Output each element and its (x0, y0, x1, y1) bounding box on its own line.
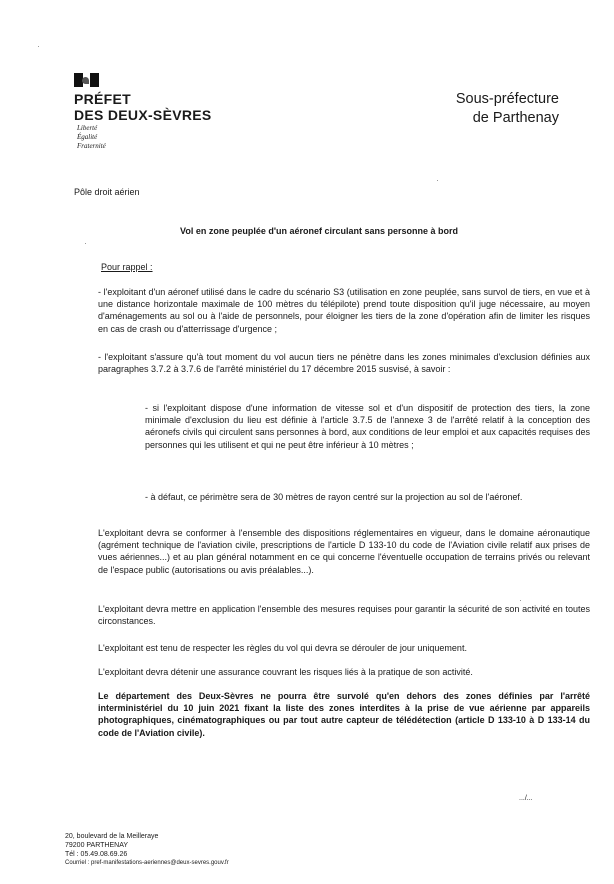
scan-speck (38, 46, 39, 47)
paragraph-insurance: L'exploitant devra détenir une assurance couvrant les risques liés à la pratique de son activité. (98, 667, 473, 677)
paragraph-regulations: L'exploitant devra se conformer à l'ensemble des dispositions réglementaires en vigueur, dans le domaine aéronautique (agrément technique de l'aviation civile, prescriptions de l'article D 133-10 du code de l'Aviation civile relatif aux prises de vues aériennes...) et au plan général notamment en ce qui concerne l'éventuelle occupation de terrains privés ou relevant de l'espace public (autorisations ou avis préalables...). (98, 528, 590, 575)
paragraph-exclusion-zones: - l'exploitant s'assure qu'à tout moment du vol aucun tiers ne pénètre dans les zones minimales d'exclusion définies aux paragraphes 3.7.2 à 3.7.6 de l'arrêté ministériel du 17 décembre 2015 susvisé, à savoir : (98, 352, 590, 375)
motto (77, 124, 106, 151)
office-line-2: de Parthenay (472, 110, 559, 126)
continuation-mark: .../... (519, 795, 533, 802)
office-line-1: Sous-préfecture (455, 91, 559, 107)
paragraph-ground-speed: - si l'exploitant dispose d'une information de vitesse sol et d'un dispositif de protection des tiers, la zone minimale d'exclusion du lieu est définie à l'article 3.7.5 de l'annexe 3 de l'arrêté relatif à la conception des aéronefs civils qui circulent sans personnes à bord, aux conditions de leur emploi et aux capacités requises des personnes qui les utilisent et qui ne peut être inférieur à 10 mètres ; (145, 403, 590, 450)
department-label: Pôle droit aérien (74, 187, 140, 197)
issuer-block (74, 91, 212, 123)
paragraph-default-perimeter: - à défaut, ce périmètre sera de 30 mètres de rayon centré sur la projection au sol de l'aéronef. (145, 492, 523, 502)
scan-speck (437, 180, 438, 181)
document-title: Vol en zone peuplée d'un aéronef circulant sans personne à bord (179, 226, 459, 236)
motto-fraternite: Fraternité (77, 142, 106, 150)
motto-egalite: Égalité (77, 133, 98, 141)
motto-liberte: Liberté (77, 124, 98, 132)
issuer-line-2: DES DEUX-SÈVRES (74, 107, 212, 123)
paragraph-daytime: L'exploitant est tenu de respecter les règles du vol qui devra se dérouler de jour uniquement. (98, 643, 467, 653)
scan-speck (85, 243, 86, 244)
footer-contact (65, 832, 229, 868)
reminder-heading: Pour rappel : (101, 262, 153, 272)
marianne-logo-icon (74, 73, 98, 87)
issuer-line-1: PRÉFET (74, 91, 132, 107)
office-block (456, 90, 559, 128)
footer-email: Courriel : pref-manifestations-aeriennes@deux-sevres.gouv.fr (65, 860, 229, 866)
footer-city: 79200 PARTHENAY (65, 842, 129, 849)
footer-phone: Tél : 05.49.08.69.26 (65, 851, 128, 858)
paragraph-restricted-zones: Le département des Deux-Sèvres ne pourra être survolé qu'en dehors des zones définies par l'arrêté interministériel du 10 juin 2021 fixant la liste des zones interdites à la prise de vue aérienne par appareils photographiques, cinématographiques ou par tout autre capteur de télédétection (article D 133-10 à D 133-14 du code de l'Aviation civile). (98, 691, 590, 738)
scan-speck (520, 600, 521, 601)
paragraph-scenario-s3: - l'exploitant d'un aéronef utilisé dans le cadre du scénario S3 (utilisation en zone peuplée, sans survol de tiers, en vue et à une distance horizontale maximale de 100 mètres du télépilote) prend toute disposition qu'il juge nécessaire, au moyen d'aménagements au sol ou à l'aide de personnels, pour éloigner les tiers de la zone d'opération afin de limiter les risques en cas de crash ou d'atterrissage d'urgence ; (98, 287, 590, 334)
paragraph-safety: L'exploitant devra mettre en application l'ensemble des mesures requises pour garantir la sécurité de son activité en toutes circonstances. (98, 604, 590, 627)
footer-address: 20, boulevard de la Meilleraye (65, 833, 159, 840)
